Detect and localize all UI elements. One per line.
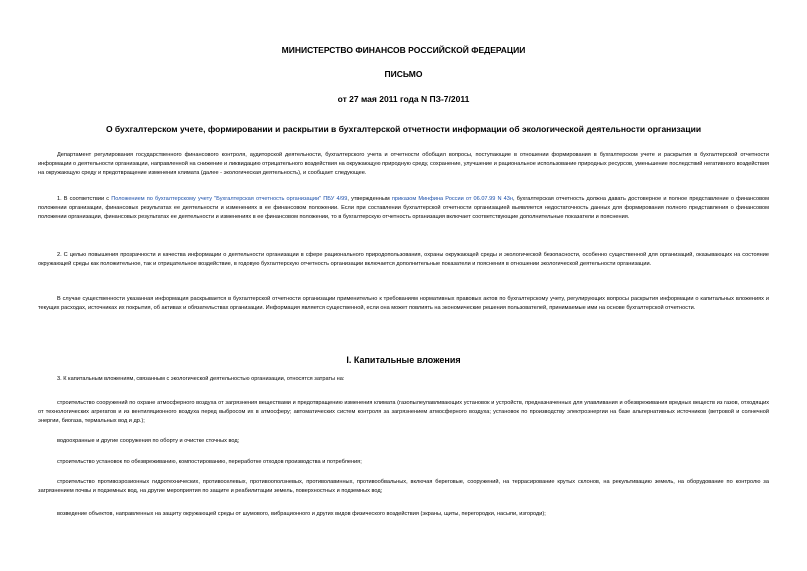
list-item-waste: строительство установок по обезвреживанию, компостированию, переработке отходов производства и потребления; <box>57 459 362 465</box>
list-item-water: водоохранные и другие сооружения по оборту и очистке сточных вод; <box>57 438 240 444</box>
paragraph-1-middle: , утвержденным <box>347 196 392 202</box>
document-date: от 27 мая 2011 года N ПЗ-7/2011 <box>337 94 470 104</box>
paragraph-1-rest: , бухгалтерская отчетность должна давать достоверное и полное представление о финансовом положении организации, финансовых результатах ее деятельности и изменениях в ее финансовом положении. Если при составлении бухгалтерской отчетности организацией выявляется недостаточность данных для формирования полного представления о финансовом положении организации, финансовых результатах ее деятельности и изменениях в ее финансовом положении, то в бухгалтерскую отчетность организация включает соответствующие дополнительные показатели и пояснения. <box>38 196 769 220</box>
pbu-4-99-link[interactable]: Положением по бухгалтерскому учету "Бухгалтерская отчетность организации" ПБУ 4/99 <box>111 196 348 202</box>
section-title: I. Капитальные вложения <box>346 355 461 365</box>
minfin-order-link[interactable]: приказом Минфина России от 06.07.99 N 43н <box>391 196 513 202</box>
paragraph-1 <box>38 195 769 222</box>
list-item-noise: возведение объектов, направленных на защиту окружающей среды от шумового, вибрационного и других видов физического воздействия (экраны, щиты, перегородки, насыпи, изгороди); <box>57 511 546 517</box>
paragraph-2: 2. С целью повышения прозрачности и качества информации о деятельности организации в сфере рационального природопользования, охраны окружающей среды и экологической безопасности, особенно существенной для организаций, оказывающих на состояние окружающей среды как положительное, так и отрицательное воздействие, в годовую бухгалтерскую отчетность организации включается дополнительные показатели и пояснения в отношении экологической деятельности организации. <box>38 252 769 267</box>
paragraph-1-lead: 1. В соответствии с <box>57 196 112 202</box>
paragraph-4: 3. К капитальным вложениям, связанным с экологической деятельностью организации, относятся затраты на: <box>57 376 345 382</box>
list-item-air: строительство сооружений по охране атмосферного воздуха от загрязнения веществами и предотвращению изменения климата (газопылеулавливающих установок и устройств, предназначенных для улавливания и обезвреживания вредных веществ из газов, отходящих от технологических агрегатов и из вентиляционного воздуха перед выбросом их в атмосферу; автоматических систем контроля за загрязнением атмосферного воздуха; установок по производству электроэнергии на базе альтернативных источников (ветровой и солнечной энергии, биогаза, термальных вод и др.); <box>38 400 769 424</box>
intro-paragraph: Департамент регулирования государственного финансового контроля, аудиторской деятельности, бухгалтерского учета и отчетности обобщил вопросы, поступающие в отношении формирования в бухгалтерском учете и раскрытия в бухгалтерской отчетности информации о деятельности организации, направленной на снижение и ликвидацию отрицательного воздействия на окружающую природную среду, сохранение, улучшение и рациональное использование природных ресурсов, уменьшение последствий негативного воздействия на окружающую среду и предотвращение изменения климата (далее - экологическая деятельность), и сообщает следующее. <box>38 152 769 176</box>
list-item-erosion: строительство противоэрозионных гидротехнических, противоселевых, противооползневых, противолавинных, противообвальных, включая береговые, сооружений, на террасирование крутых склонов, на рекультивацию земель, на оборудование по контролю за загрязнением почвы и подземных вод, на другие мероприятия по защите и реабилитации земель, поверхностных и подземных вод; <box>38 479 769 494</box>
ministry-title: МИНИСТЕРСТВО ФИНАНСОВ РОССИЙСКОЙ ФЕДЕРАЦИИ <box>281 45 526 55</box>
document-type: ПИСЬМО <box>384 69 423 79</box>
paragraph-3: В случае существенности указанная информация раскрывается в бухгалтерской отчетности организации применительно к требованиям нормативных правовых актов по бухгалтерскому учету, регулирующих вопросы раскрытия информации о капитальных вложениях и текущих расходах, источниках их покрытия, об активах и обязательствах организации. Информация является существенной, если она может повлиять на экономические решения пользователей, принимаемые ими на основе бухгалтерской отчетности. <box>38 296 769 311</box>
document-subject: О бухгалтерском учете, формировании и раскрытии в бухгалтерской отчетности информации об экологической деятельности организации <box>105 124 702 134</box>
